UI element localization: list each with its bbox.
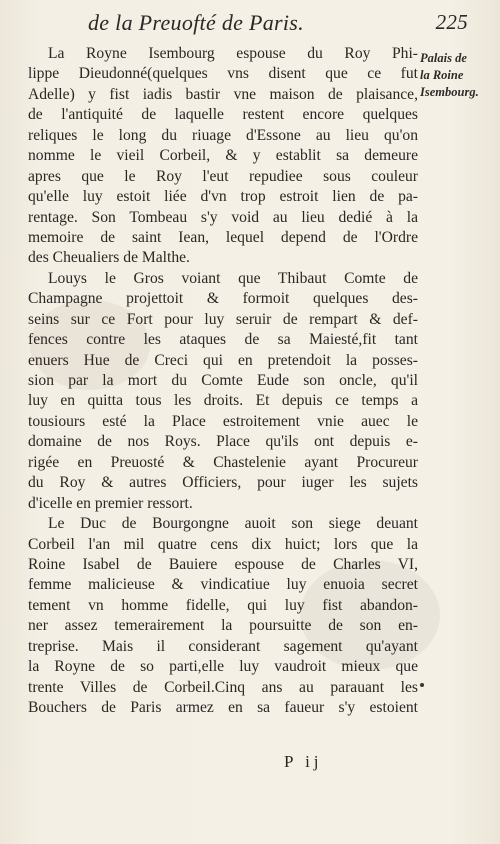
page-number: 225 — [435, 10, 468, 34]
margin-note — [420, 50, 500, 101]
running-header — [88, 10, 468, 42]
text-line: memoire de saint Iean, lequel depend de l'Ordre — [28, 228, 418, 246]
text-line: treprise. Mais il considerant sagement qu'ayant — [28, 637, 418, 655]
text-line: Louys le Gros voiant que Thibaut Comte de — [48, 269, 418, 287]
text-line: enuers Hue de Creci qui en pretendoit la posses- — [28, 351, 418, 369]
text-line: reliques le long du riuage d'Essone au lieu qu'on — [28, 126, 418, 144]
text-line: Corbeil l'an mil quatre cens dix huict; lors que la — [28, 535, 418, 553]
text-line: du Roy & autres Officiers, pour iuger les sujets — [28, 474, 418, 492]
text-line: Champagne projettoit & formoit quelques des- — [28, 290, 418, 308]
text-line: luy en quitta tous les droits. Et depuis ce temps a — [28, 392, 418, 410]
text-line: fences contre les ataques de sa Maiesté,fit tant — [28, 331, 418, 349]
text-line: femme malicieuse & vindicatiue luy enuoia secret — [28, 576, 418, 594]
text-line: la Royne de so parti,elle luy vaudroit mieux que — [28, 658, 418, 676]
text-line: tousiours esté la Place estroitement vnie auec le — [28, 412, 418, 430]
text-line: Bouchers de Paris armez en sa faueur s'y estoient — [28, 699, 418, 716]
text-line: apres que le Roy l'eut repudiee sous couleur — [28, 167, 418, 185]
margin-note-line: Palais de — [420, 51, 467, 65]
text-line: sion par la mort du Comte Eude son oncle, qu'il — [28, 372, 418, 389]
text-line: qu'elle luy estoit liée d'vn trop estroit lien de pa- — [28, 188, 418, 206]
text-line: ner assez temerairement la poursuitte de son en- — [28, 617, 418, 635]
margin-note-line: la Roine — [420, 68, 464, 82]
text-line: lippe Dieudonné(quelques vns disent que ce fut — [28, 65, 418, 83]
margin-dot — [420, 683, 424, 687]
text-line: d'icelle en premier ressort. — [28, 494, 193, 512]
text-line: de l'antiquité de laquelle restent encore quelques — [28, 106, 418, 124]
text-line: Adelle) y fist iadis bastir vne maison de plaisance, — [28, 85, 418, 103]
text-line: Roine Isabel de Bauiere espouse de Charles VI, — [28, 555, 418, 573]
margin-note-line: Isembourg. — [420, 85, 479, 99]
text-line: nomme le vieil Corbeil, & y establit sa demeure — [28, 147, 418, 165]
text-line: des Cheualiers de Malthe. — [28, 249, 190, 267]
signature-mark: P ij — [284, 752, 323, 771]
text-line: tement vn homme fidelle, qui luy fist abandon- — [28, 596, 418, 614]
text-line: Le Duc de Bourgongne auoit son siege deuant — [48, 515, 418, 533]
text-line: rigée en Preuosté & Chastelenie ayant Procureur — [28, 453, 418, 471]
text-line: La Royne Isembourg espouse du Roy Phi- — [48, 45, 418, 62]
text-line: domaine de nos Roys. Place qu'ils ont depuis e- — [28, 433, 418, 451]
text-line: trente Villes de Corbeil.Cinq ans au parauant les — [28, 678, 418, 696]
body-text — [28, 44, 418, 718]
running-title: de la Preuofté de Paris. — [88, 10, 304, 35]
text-line: rentage. Son Tombeau s'y void au lieu dedié à la — [28, 208, 418, 226]
text-line: seins sur ce Fort pour luy seruir de rempart & def- — [28, 310, 418, 328]
